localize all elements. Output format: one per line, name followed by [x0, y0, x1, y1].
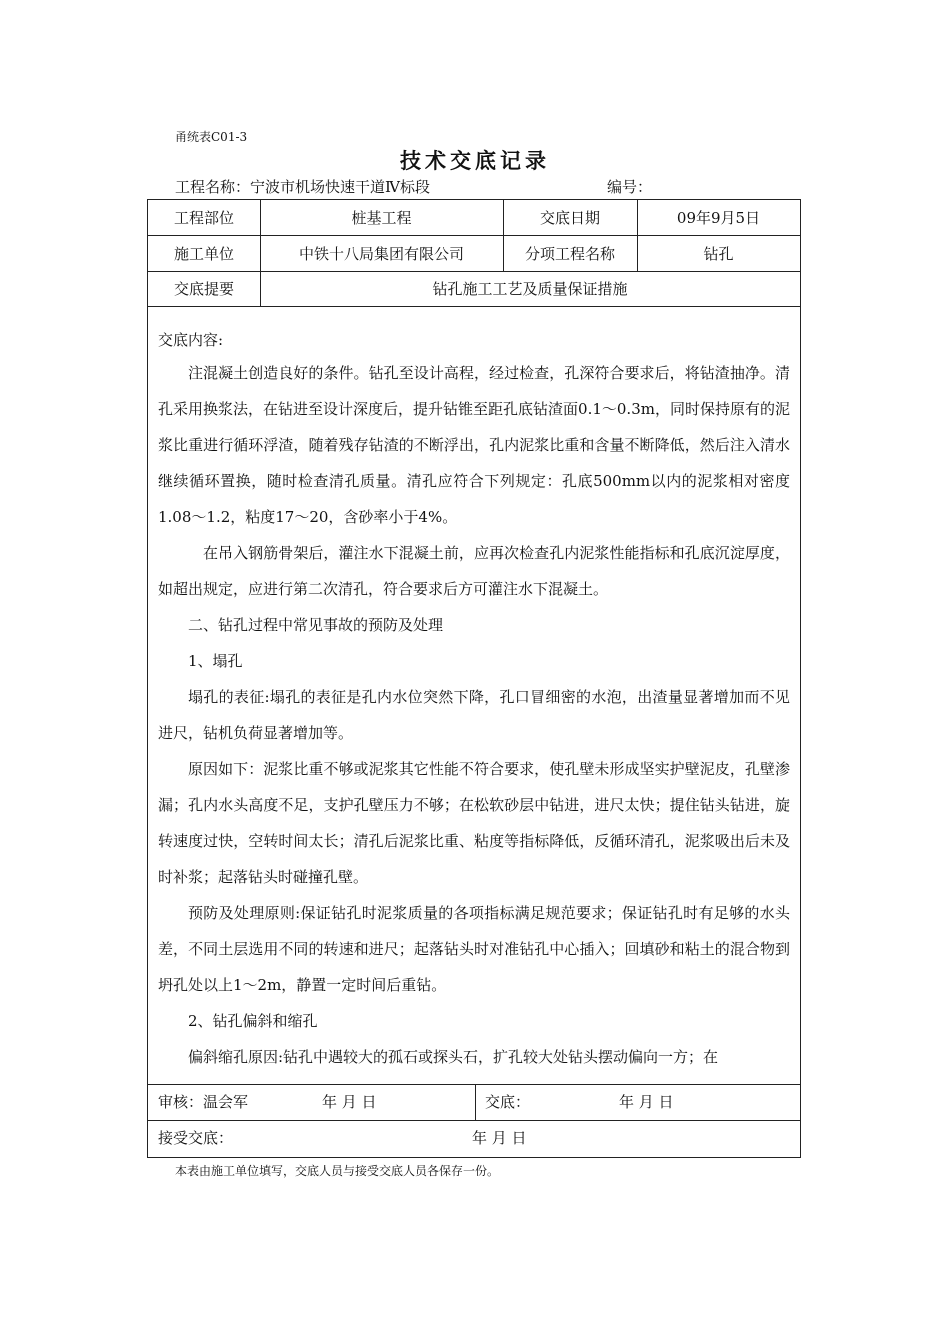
receive-label: 接受交底： [158, 1129, 234, 1147]
content-paragraph: 塌孔的表征:塌孔的表征是孔内水位突然下降，孔口冒细密的水泡，出渣量显著增加而不见进尺，钻机负荷显著增加等。 [158, 688, 790, 742]
unit-value: 中铁十八局集团有限公司 [298, 244, 464, 263]
date-label: 交底日期 [539, 209, 600, 227]
form-code: 甬统表C01-3 [175, 130, 248, 144]
unit-label: 施工单位 [173, 244, 234, 263]
col-divider [475, 1084, 476, 1120]
content-paragraph: 原因如下：泥浆比重不够或泥浆其它性能不符合要求，使孔壁未形成坚实护壁泥皮，孔壁渗漏；孔内水头高度不足，支护孔壁压力不够；在松软砂层中钻进，进尺太快；提住钻头钻进，旋转速度过快，空转时间太长；清孔后泥浆比重、粘度等指标降低，反循环清孔，泥浆吸出后未及时补浆；起落钻头时碰撞孔壁。 [158, 760, 790, 886]
receive-date: 年 月 日 [472, 1129, 527, 1147]
summary-value: 钻孔施工工艺及质量保证措施 [432, 280, 628, 298]
subsection-heading: 1、塌孔 [188, 652, 243, 670]
content-label: 交底内容: [158, 331, 224, 349]
page-title: 技术交底记录 [400, 149, 550, 173]
number-label: 编号： [607, 178, 653, 196]
handover-date: 年 月 日 [619, 1093, 674, 1111]
subitem-label: 分项工程名称 [524, 244, 615, 263]
review-label: 审核：温会军 [158, 1093, 249, 1111]
subsection-heading: 2、钻孔偏斜和缩孔 [188, 1012, 318, 1030]
handover-label: 交底： [485, 1093, 531, 1111]
content-section [158, 325, 790, 1075]
row-divider [148, 306, 800, 307]
content-paragraph: 在吊入钢筋骨架后，灌注水下混凝土前，应再次检查孔内泥浆性能指标和孔底沉淀厚度，如超出规定，应进行第二次清孔，符合要求后方可灌注水下混凝土。 [158, 544, 790, 598]
content-paragraph: 注混凝土创造良好的条件。钻孔至设计高程，经过检查，孔深符合要求后，将钻渣抽净。清孔采用换浆法，在钻进至设计深度后，提升钻锥至距孔底钻渣面0.1～0.3m，同时保持原有的泥浆比重进行循环浮渣，随着残存钻渣的不断浮出，孔内泥浆比重和含量不断降低，然后注入清水继续循环置换，随时检查清孔质量。清孔应符合下列规定：孔底500mm以内的泥浆相对密度1.08～1.2，粘度17～20，含砂率小于4%。 [158, 364, 790, 526]
record-table [147, 199, 801, 1158]
part-value: 桩基工程 [351, 209, 412, 227]
project-name-value: 宁波市机场快速干道Ⅳ标段 [250, 178, 431, 196]
footnote: 本表由施工单位填写，交底人员与接受交底人员各保存一份。 [175, 1164, 500, 1178]
project-name-line [175, 176, 430, 197]
content-paragraph: 预防及处理原则:保证钻孔时泥浆质量的各项指标满足规范要求；保证钻孔时有足够的水头差，不同土层选用不同的转速和进尺；起落钻头时对准钻孔中心插入；回填砂和粘土的混合物到坍孔处以上1～2m，静置一定时间后重钻。 [158, 904, 790, 994]
summary-label: 交底提要 [173, 280, 234, 298]
number-line [607, 176, 652, 197]
section-heading: 二、钻孔过程中常见事故的预防及处理 [188, 616, 444, 634]
part-label: 工程部位 [173, 209, 234, 227]
subitem-value: 钻孔 [703, 244, 734, 263]
project-name-label: 工程名称： [175, 178, 251, 196]
content-paragraph: 偏斜缩孔原因:钻孔中遇较大的孤石或探头石，扩孔较大处钻头摆动偏向一方；在 [188, 1048, 719, 1066]
date-value: 09年9月5日 [676, 209, 761, 227]
review-date: 年 月 日 [322, 1093, 377, 1111]
